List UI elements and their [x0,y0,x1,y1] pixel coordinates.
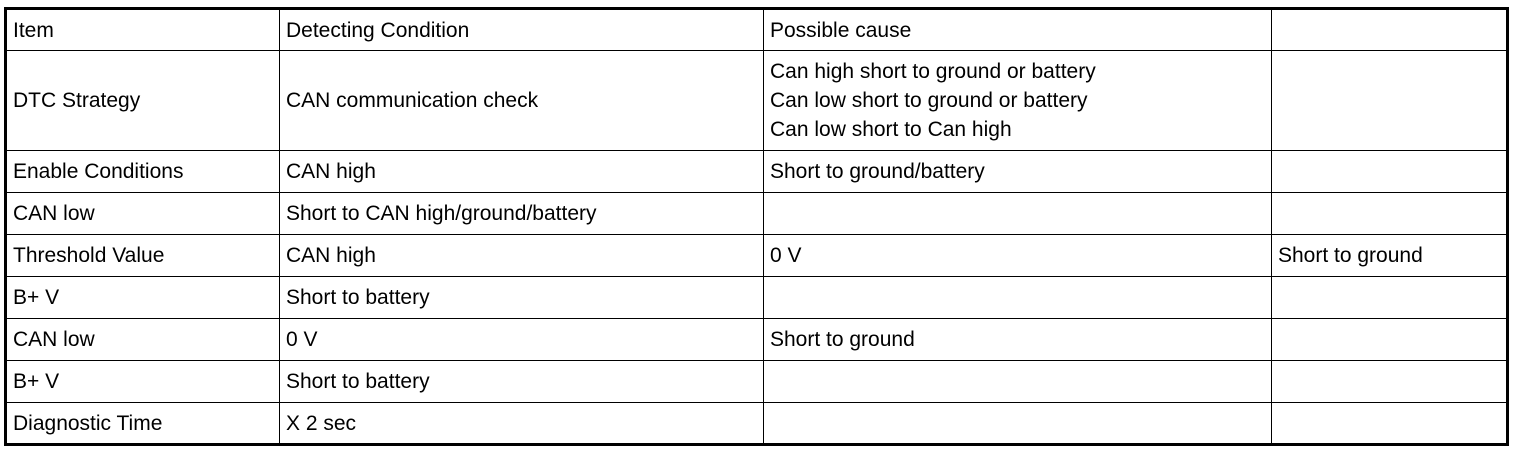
cell-detecting-condition: Short to battery [280,277,764,319]
cell-item: CAN low [6,193,280,235]
table-row [6,403,1508,445]
cell-item: CAN low [6,319,280,361]
cell-detecting-condition: Short to CAN high/ground/battery [280,193,764,235]
cause-line: Can low short to ground or battery [770,89,1088,112]
header-possible-cause: Possible cause [764,9,1272,51]
cell-extra [1272,151,1508,193]
cell-extra [1272,319,1508,361]
cell-possible-cause: Short to ground/battery [764,151,1272,193]
table-row [6,235,1508,277]
cell-item: Threshold Value [6,235,280,277]
header-extra [1272,9,1508,51]
table-row [6,51,1508,151]
cell-detecting-condition: CAN high [280,151,764,193]
cell-possible-cause [764,193,1272,235]
cell-item: Diagnostic Time [6,403,280,445]
cell-extra [1272,361,1508,403]
cell-item: B+ V [6,277,280,319]
cell-detecting-condition: X 2 sec [280,403,764,445]
cause-line: Can low short to Can high [770,118,1012,141]
cell-extra [1272,277,1508,319]
cell-possible-cause [764,51,1272,151]
header-item: Item [6,9,280,51]
table-row [6,319,1508,361]
cell-extra [1272,51,1508,151]
cell-detecting-condition: 0 V [280,319,764,361]
cell-possible-cause [764,361,1272,403]
cell-possible-cause: 0 V [764,235,1272,277]
cell-possible-cause [764,403,1272,445]
cell-item: B+ V [6,361,280,403]
cell-detecting-condition: CAN communication check [280,51,764,151]
cell-item: Enable Conditions [6,151,280,193]
table-row [6,151,1508,193]
table-row [6,193,1508,235]
cell-detecting-condition: Short to battery [280,361,764,403]
cell-extra: Short to ground [1272,235,1508,277]
cell-item: DTC Strategy [6,51,280,151]
cell-extra [1272,403,1508,445]
table-row [6,277,1508,319]
cause-line: Can high short to ground or battery [770,60,1096,83]
cell-detecting-condition: CAN high [280,235,764,277]
cell-possible-cause: Short to ground [764,319,1272,361]
dtc-table [4,7,1509,446]
table-header-row [6,9,1508,51]
cell-extra [1272,193,1508,235]
table-row [6,361,1508,403]
header-detecting-condition: Detecting Condition [280,9,764,51]
cell-possible-cause [764,277,1272,319]
